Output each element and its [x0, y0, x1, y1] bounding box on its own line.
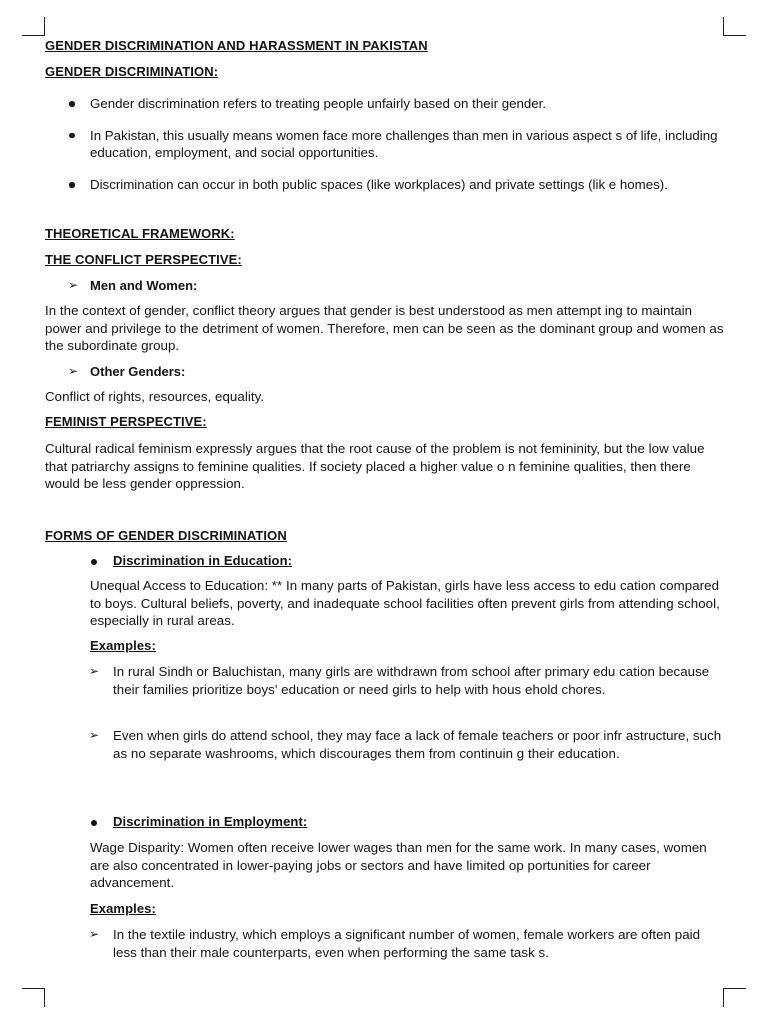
education-heading: Discrimination in Education:: [113, 553, 293, 568]
list-item: Gender discrimination refers to treating people unfairly based on their gender.: [90, 95, 726, 113]
employment-heading: Discrimination in Employment:: [113, 814, 308, 829]
employment-examples-label: Examples:: [90, 901, 156, 916]
education-examples-label: Examples:: [90, 638, 156, 653]
crop-mark-bottom-left: [22, 988, 45, 1007]
theoretical-framework-heading: THEORETICAL FRAMEWORK:: [45, 226, 235, 241]
arrow-bullet-icon: ➢: [68, 278, 79, 292]
bullet-icon: [91, 820, 97, 826]
gender-discrimination-heading: GENDER DISCRIMINATION:: [45, 64, 219, 79]
list-item: In Pakistan, this usually means women face more challenges than men in various aspect s of life, including education, employment, and social opportunities.: [90, 127, 726, 162]
list-item: Discrimination can occur in both public spaces (like workplaces) and private settings (lik e homes).: [90, 176, 726, 194]
gender-discrimination-list: [90, 95, 726, 194]
crop-mark-top-left: [22, 17, 45, 36]
conflict-perspective-heading: THE CONFLICT PERSPECTIVE:: [45, 252, 242, 267]
education-example-1: In rural Sindh or Baluchistan, many girls are withdrawn from school after primary edu cation because their families prioritize boys' education or need girls to help with hous ehold chores.: [113, 664, 710, 697]
men-women-label: Men and Women:: [90, 278, 198, 293]
other-genders-label: Other Genders:: [90, 364, 186, 379]
education-example-2: Even when girls do attend school, they may face a lack of female teachers or poor infr astructure, such as no separate washrooms, which discourages them from continuin g their education.: [113, 728, 722, 761]
feminist-text: Cultural radical feminism expressly argues that the root cause of the problem is not femininity, but the low value that patriarchy assigns to feminine qualities. If society placed a higher value o n feminine qualities, then there would be less gender oppression.: [45, 441, 705, 492]
bullet-icon: [91, 559, 97, 565]
employment-example-1: In the textile industry, which employs a significant number of women, female workers are often paid less than their male counterparts, even when performing the same task s.: [113, 927, 701, 960]
arrow-bullet-icon: ➢: [89, 927, 100, 941]
arrow-bullet-icon: ➢: [89, 728, 100, 742]
forms-heading: FORMS OF GENDER DISCRIMINATION: [45, 528, 287, 543]
employment-text: Wage Disparity: Women often receive lower wages than men for the same work. In many cases, women are also concentrated in lower-paying jobs or sectors and have limited op portunities for career advancement.: [90, 840, 707, 891]
other-genders-text: Conflict of rights, resources, equality.: [45, 389, 265, 404]
arrow-bullet-icon: ➢: [89, 664, 100, 678]
education-text: Unequal Access to Education: ** In many parts of Pakistan, girls have less access to edu cation compared to boys. Cultural beliefs, poverty, and inadequate school facilities often prevent girls from attending school, especially in rural areas.: [90, 578, 720, 629]
crop-mark-top-right: [723, 17, 746, 36]
document-title: GENDER DISCRIMINATION AND HARASSMENT IN PAKISTAN: [45, 38, 428, 53]
crop-mark-bottom-right: [723, 988, 746, 1007]
feminist-perspective-heading: FEMINIST PERSPECTIVE:: [45, 414, 207, 429]
men-women-text: In the context of gender, conflict theory argues that gender is best understood as men attempt ing to maintain power and privilege to the detriment of women. Therefore, men can be seen as the dominant group and women as the subordinate group.: [45, 303, 724, 354]
arrow-bullet-icon: ➢: [68, 364, 79, 378]
